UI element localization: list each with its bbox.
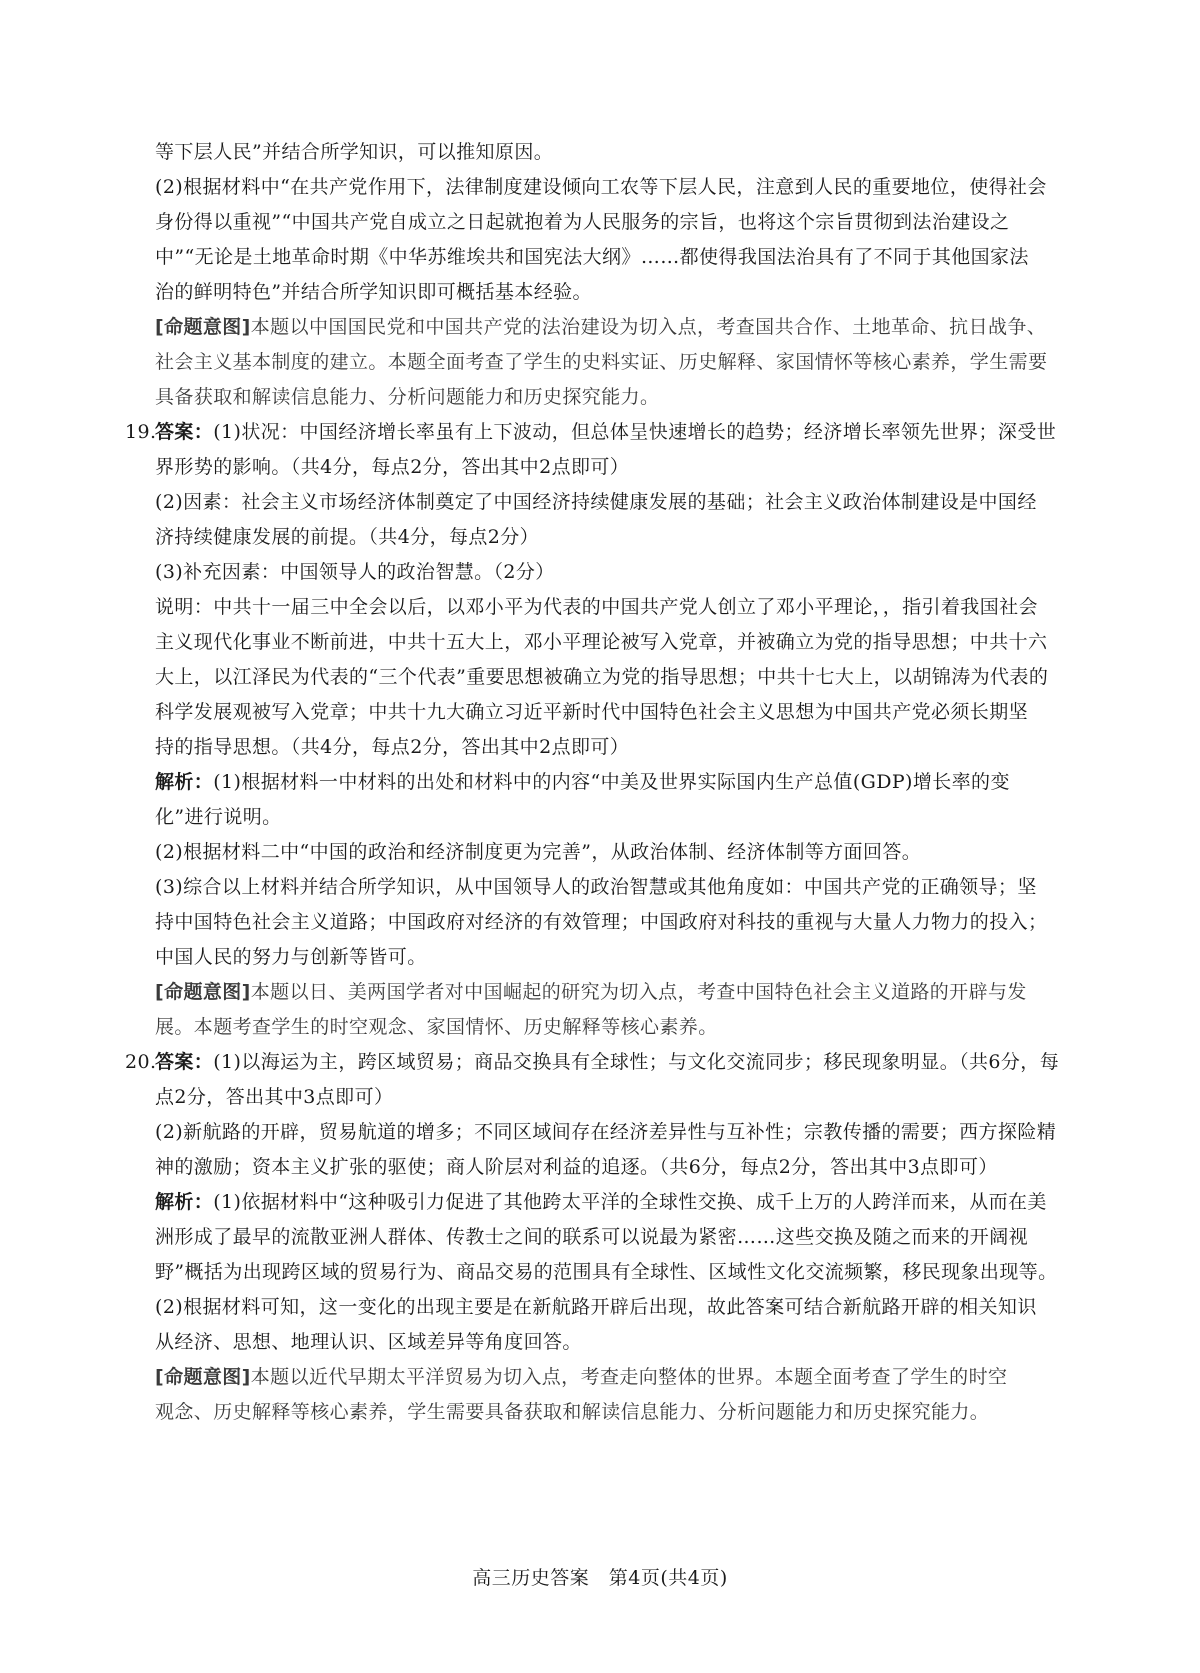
text-line xyxy=(125,450,1065,485)
paragraph-block xyxy=(125,1360,1065,1430)
paragraph-block xyxy=(125,135,1065,170)
line-text: 展。本题考查学生的时空观念、家国情怀、历史解释等核心素养。 xyxy=(155,1016,718,1038)
text-line xyxy=(125,1080,1065,1115)
text-line xyxy=(125,1045,1065,1080)
text-line xyxy=(125,345,1065,380)
question-number: 19. xyxy=(125,421,157,443)
section-label: 解析： xyxy=(155,1191,214,1213)
text-line xyxy=(125,415,1065,450)
text-line xyxy=(125,625,1065,660)
line-text: 本题以近代早期太平洋贸易为切入点，考查走向整体的世界。本题全面考查了学生的时空 xyxy=(250,1366,1008,1388)
line-text: (1)根据材料一中材料的出处和材料中的内容“中美及世界实际国内生产总值(GDP)增长率的变 xyxy=(213,771,1010,793)
intent-tag: [命题意图] xyxy=(155,1366,251,1388)
text-line xyxy=(125,135,1065,170)
paragraph-block xyxy=(125,590,1065,765)
section-label: 解析： xyxy=(155,771,214,793)
text-line xyxy=(125,240,1065,275)
line-text: (2)新航路的开辟，贸易航道的增多；不同区域间存在经济差异性与互补性；宗教传播的需要；西方探险精 xyxy=(155,1121,1057,1143)
paragraph-block xyxy=(125,485,1065,555)
text-line xyxy=(125,730,1065,765)
line-text: 点2分，答出其中3点即可） xyxy=(155,1086,394,1108)
line-text: 持的指导思想。（共4分，每点2分，答出其中2点即可） xyxy=(155,736,630,758)
text-line xyxy=(125,590,1065,625)
line-text: (1)依据材料中“这种吸引力促进了其他跨太平洋的全球性交换、成千上万的人跨洋而来，从而在美 xyxy=(213,1191,1047,1213)
text-line xyxy=(125,1325,1065,1360)
text-line xyxy=(125,870,1065,905)
text-line xyxy=(125,1185,1065,1220)
text-line xyxy=(125,310,1065,345)
text-line xyxy=(125,1115,1065,1150)
question-number: 20. xyxy=(125,1051,157,1073)
line-text: (2)根据材料中“在共产党作用下，法律制度建设倾向工农等下层人民，注意到人民的重要地位，使得社会 xyxy=(155,176,1047,198)
line-text: 身份得以重视”“中国共产党自成立之日起就抱着为人民服务的宗旨，也将这个宗旨贯彻到法治建设之 xyxy=(155,211,1010,233)
text-line xyxy=(125,555,1065,590)
paragraph-block xyxy=(125,415,1065,485)
text-line xyxy=(125,835,1065,870)
intent-tag: [命题意图] xyxy=(155,316,251,338)
section-label: 答案： xyxy=(155,421,214,443)
line-text: 治的鲜明特色”并结合所学知识即可概括基本经验。 xyxy=(155,281,592,303)
text-line xyxy=(125,1150,1065,1185)
line-text: (3)综合以上材料并结合所学知识，从中国领导人的政治智慧或其他角度如：中国共产党的正确领导；坚 xyxy=(155,876,1037,898)
text-line xyxy=(125,520,1065,555)
line-text: 本题以日、美两国学者对中国崛起的研究为切入点，考查中国特色社会主义道路的开辟与发 xyxy=(250,981,1027,1003)
line-text: 中国人民的努力与创新等皆可。 xyxy=(155,946,427,968)
line-text: 持中国特色社会主义道路；中国政府对经济的有效管理；中国政府对科技的重视与大量人力物力的投入； xyxy=(155,911,1048,933)
intent-tag: [命题意图] xyxy=(155,981,251,1003)
text-line xyxy=(125,1395,1065,1430)
text-line xyxy=(125,660,1065,695)
text-line xyxy=(125,695,1065,730)
text-line xyxy=(125,765,1065,800)
text-line xyxy=(125,380,1065,415)
paragraph-block xyxy=(125,870,1065,975)
line-text: (1)以海运为主，跨区域贸易；商品交换具有全球性；与文化交流同步；移民现象明显。（共6分，每 xyxy=(213,1051,1060,1073)
line-text: 主义现代化事业不断前进，中共十五大上，邓小平理论被写入党章，并被确立为党的指导思想；中共十六 xyxy=(155,631,1048,653)
line-text: (2)根据材料二中“中国的政治和经济制度更为完善”，从政治体制、经济体制等方面回答。 xyxy=(155,841,922,863)
line-text: 等下层人民”并结合所学知识，可以推知原因。 xyxy=(155,141,554,163)
text-line xyxy=(125,1220,1065,1255)
text-line xyxy=(125,205,1065,240)
line-text: 神的激励；资本主义扩张的驱使；商人阶层对利益的追逐。（共6分，每点2分，答出其中3点即可） xyxy=(155,1156,998,1178)
text-line xyxy=(125,275,1065,310)
text-line xyxy=(125,485,1065,520)
line-text: 野”概括为出现跨区域的贸易行为、商品交易的范围具有全球性、区域性文化交流频繁，移民现象出现等。 xyxy=(155,1261,1058,1283)
paragraph-block xyxy=(125,835,1065,870)
line-text: (1)状况：中国经济增长率虽有上下波动，但总体呈快速增长的趋势；经济增长率领先世界；深受世 xyxy=(213,421,1057,443)
text-line xyxy=(125,940,1065,975)
text-line xyxy=(125,1290,1065,1325)
text-line xyxy=(125,1360,1065,1395)
line-text: 化”进行说明。 xyxy=(155,806,282,828)
paragraph-block xyxy=(125,1115,1065,1185)
line-text: 界形势的影响。（共4分，每点2分，答出其中2点即可） xyxy=(155,456,630,478)
text-line xyxy=(125,975,1065,1010)
line-text: 说明：中共十一届三中全会以后，以邓小平为代表的中国共产党人创立了邓小平理论，，指引着我国社会 xyxy=(155,596,1038,618)
line-text: (2)根据材料可知，这一变化的出现主要是在新航路开辟后出现，故此答案可结合新航路开辟的相关知识 xyxy=(155,1296,1037,1318)
text-line xyxy=(125,1255,1065,1290)
text-line xyxy=(125,905,1065,940)
line-text: 大上，以江泽民为代表的“三个代表”重要思想被确立为党的指导思想；中共十七大上，以胡锦涛为代表的 xyxy=(155,666,1049,688)
paragraph-block xyxy=(125,170,1065,310)
line-text: 社会主义基本制度的建立。本题全面考查了学生的史料实证、历史解释、家国情怀等核心素养，学生需要 xyxy=(155,351,1048,373)
line-text: 中”“无论是土地革命时期《中华苏维埃共和国宪法大纲》……都使得我国法治具有了不同于其他国家法 xyxy=(155,246,1029,268)
paragraph-block xyxy=(125,310,1065,415)
paragraph-block xyxy=(125,1185,1065,1290)
line-text: 济持续健康发展的前提。（共4分，每点2分） xyxy=(155,526,540,548)
paragraph-block xyxy=(125,1045,1065,1115)
line-text: 洲形成了最早的流散亚洲人群体、传教士之间的联系可以说最为紧密……这些交换及随之而来的开阔视 xyxy=(155,1226,1029,1248)
line-text: 科学发展观被写入党章；中共十九大确立习近平新时代中国特色社会主义思想为中国共产党必须长期坚 xyxy=(155,701,1029,723)
paragraph-block xyxy=(125,1290,1065,1360)
line-text: 本题以中国国民党和中国共产党的法治建设为切入点，考查国共合作、土地革命、抗日战争、 xyxy=(250,316,1047,338)
line-text: 观念、历史解释等核心素养，学生需要具备获取和解读信息能力、分析问题能力和历史探究能力。 xyxy=(155,1401,990,1423)
paragraph-block xyxy=(125,975,1065,1045)
paragraph-block xyxy=(125,555,1065,590)
answer-content xyxy=(125,135,1065,1430)
paragraph-block xyxy=(125,765,1065,835)
line-text: (2)因素：社会主义市场经济体制奠定了中国经济持续健康发展的基础；社会主义政治体制建设是中国经 xyxy=(155,491,1037,513)
line-text: (3)补充因素：中国领导人的政治智慧。（2分） xyxy=(155,561,555,583)
section-label: 答案： xyxy=(155,1051,214,1073)
page-footer: 高三历史答案 第4页(共4页) xyxy=(472,1567,728,1589)
text-line xyxy=(125,800,1065,835)
line-text: 具备获取和解读信息能力、分析问题能力和历史探究能力。 xyxy=(155,386,660,408)
line-text: 从经济、思想、地理认识、区域差异等角度回答。 xyxy=(155,1331,582,1353)
text-line xyxy=(125,170,1065,205)
text-line xyxy=(125,1010,1065,1045)
